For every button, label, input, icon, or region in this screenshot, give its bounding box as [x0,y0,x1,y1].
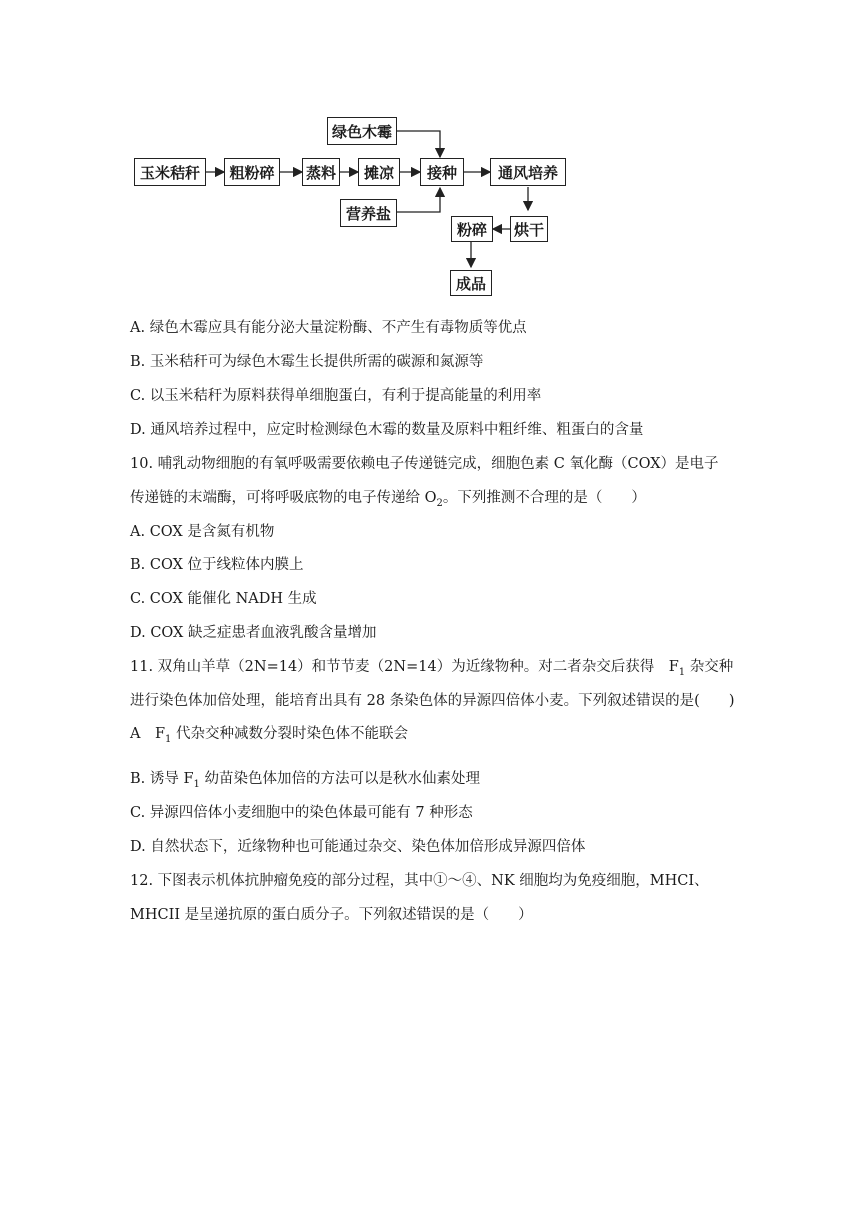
q11-option-a: A $F_1$ 代杂交种减数分裂时染色体不能联会 [130,726,409,745]
box-inoculate: 接种 [420,158,464,186]
box-dry: 烘干 [510,216,548,242]
q10-option-c: C. COX 能催化 NADH 生成 [130,591,317,607]
box-ventilate-culture: 通风培养 [490,158,566,186]
q11-option-c: C. 异源四倍体小麦细胞中的染色体最可能有 7 种形态 [130,805,473,821]
q11-stem-line2: 进行染色体加倍处理，能培育出具有 28 条染色体的异源四倍体小麦。下列叙述错误的是( ) [130,693,735,709]
box-nutrient-salt: 营养盐 [340,199,397,227]
flow-diagram [0,0,860,310]
q10-option-a: A. COX 是含氮有机物 [130,524,275,540]
q9-option-b: B. 玉米秸秆可为绿色木霉生长提供所需的碳源和氮源等 [130,354,484,370]
box-trichoderma: 绿色木霉 [327,117,397,145]
q10-option-d: D. COX 缺乏症患者血液乳酸含量增加 [130,625,377,641]
q11-stem-line1: 11. 双角山羊草（2N=14）和节节麦（2N=14）为近缘物种。对二者杂交后获得 $F_1$ 杂交种 [130,659,734,678]
q10-stem-line2: 传递链的末端酶，可将呼吸底物的电子传递给 $O_2$。下列推测不合理的是（ ） [130,490,646,509]
q12-stem-line1: 12. 下图表示机体抗肿瘤免疫的部分过程，其中①～④、NK 细胞均为免疫细胞，MHCI、 [130,873,709,889]
flow-arrows [0,0,860,310]
box-steam: 蒸料 [302,158,340,186]
box-coarse-crush: 粗粉碎 [224,158,280,186]
q11-option-b: B. 诱导 $F_1$ 幼苗染色体加倍的方法可以是秋水仙素处理 [130,771,481,790]
q9-option-d: D. 通风培养过程中，应定时检测绿色木霉的数量及原料中粗纤维、粗蛋白的含量 [130,422,644,438]
q10-option-b: B. COX 位于线粒体内膜上 [130,557,304,573]
box-cool: 摊凉 [358,158,400,186]
q9-option-c: C. 以玉米秸秆为原料获得单细胞蛋白，有利于提高能量的利用率 [130,388,542,404]
q12-stem-line2: MHCII 是呈递抗原的蛋白质分子。下列叙述错误的是（ ） [130,907,533,923]
q11-option-d: D. 自然状态下，近缘物种也可能通过杂交、染色体加倍形成异源四倍体 [130,839,586,855]
box-corn-straw: 玉米秸秆 [134,158,206,186]
box-product: 成品 [450,270,492,296]
q10-stem-line1: 10. 哺乳动物细胞的有氧呼吸需要依赖电子传递链完成，细胞色素 C 氧化酶（COX）是电子 [130,456,719,472]
box-grind: 粉碎 [451,216,493,242]
q9-option-a: A. 绿色木霉应具有能分泌大量淀粉酶、不产生有毒物质等优点 [130,320,527,336]
